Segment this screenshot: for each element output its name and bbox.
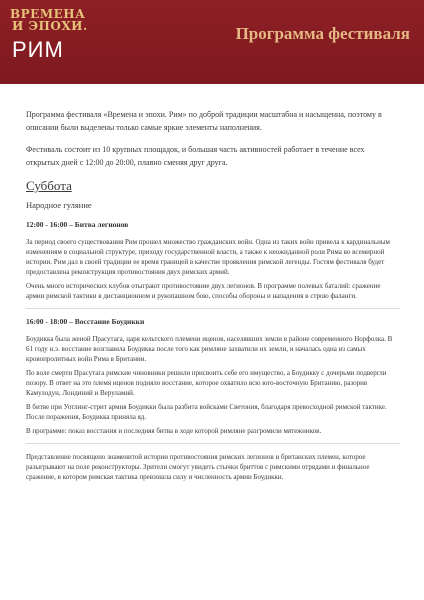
event-2-paragraph-4: В программе: показ восстания и последняя битва в ходе которой римляне разгромили мятежников.: [26, 427, 322, 435]
section-title-saturday: Суббота: [26, 178, 72, 193]
intro-paragraph-1: Программа фестиваля «Времена и эпохи. Рим» по доброй традиции масштабна и насыщенна, поэтому в описании были выделены только самые яркие элементы наполнения.: [26, 110, 382, 132]
event-2-paragraph-5: Представление посвящено знаменитой истории противостояния римских легионов и британских племен, которое разыгрывают на поле реконструкторы. Зрители смогут увидеть стычки бриттов с римскими отрядами и финальное сражение, в котором римская тактика превзошла силу и численность армии Боудикки.: [26, 453, 370, 481]
header-banner: [0, 0, 424, 84]
intro-paragraph-2: Фестиваль состоит из 10 крупных площадок, и большая часть активностей работает в течение всех открытых дней с 12:00 до 20:00, плавно сменяя друг друга.: [26, 145, 365, 167]
festival-logo: [10, 8, 86, 78]
event-1-paragraph-1: За период своего существования Рим прошел множество гражданских войн. Одна из таких войн привела к кардинальным изменениям в социальной структуре, приходу государственной власти, а также к неожиданной роли Рима во всемирной истории. Рим дал в своей традиции ее время границей в качестве проявления римской легенды. Гостям фестиваля будет предоставлена реконструкция противостояния двух римских армий.: [26, 238, 390, 276]
event-2-paragraph-2: По воле смерти Прасутага римские чиновники решили присвоить себе его имущество, а Боудикку с дочерьми подвергли позору. В ответ на это племя иценов подняло восстание, которое охватило всю юго-восточную Британию, разорив Камулодун, Лондиний и Веруламий.: [26, 369, 387, 397]
logo-city: РИМ: [12, 37, 64, 62]
document-body: [26, 108, 400, 486]
event-2-paragraph-1: Боудикка была женой Прасутага, царя кельтского племени иценов, населявших земли в районе современного Норфолка. В 61 году н.э. восстание возглавила Боудикка после того как римляне захватили их земли, и началась одна из самых кровопролитных войн Рима в Британии.: [26, 335, 393, 363]
logo-text-line1: ВРЕМЕНА: [10, 7, 86, 21]
divider: [26, 308, 400, 309]
logo-text-line2: И ЭПОХИ.: [12, 19, 88, 33]
divider: [26, 443, 400, 444]
event-title-2: 16:00 - 18:00 – Восстание Боудикки: [26, 317, 145, 326]
event-title-1: 12:00 - 16:00 – Битва легионов: [26, 220, 129, 229]
event-2-paragraph-3: В битве при Уотлинг-стрит армия Боудикки была разбита войсками Светония, благодаря превосходной римской тактике. После поражения, Боудикка приняла яд.: [26, 403, 387, 421]
event-1-paragraph-2: Очень много исторических клубов отыграют противостояние двух легионов. В программе полевых баталий: сражение армии римской тактики в дистанционном и рукопашном бою, способы обороны и нападения в строю фаланги.: [26, 282, 381, 300]
section-subtitle: Народное гуляние: [26, 200, 92, 210]
page-title: Программа фестиваля: [235, 24, 410, 43]
